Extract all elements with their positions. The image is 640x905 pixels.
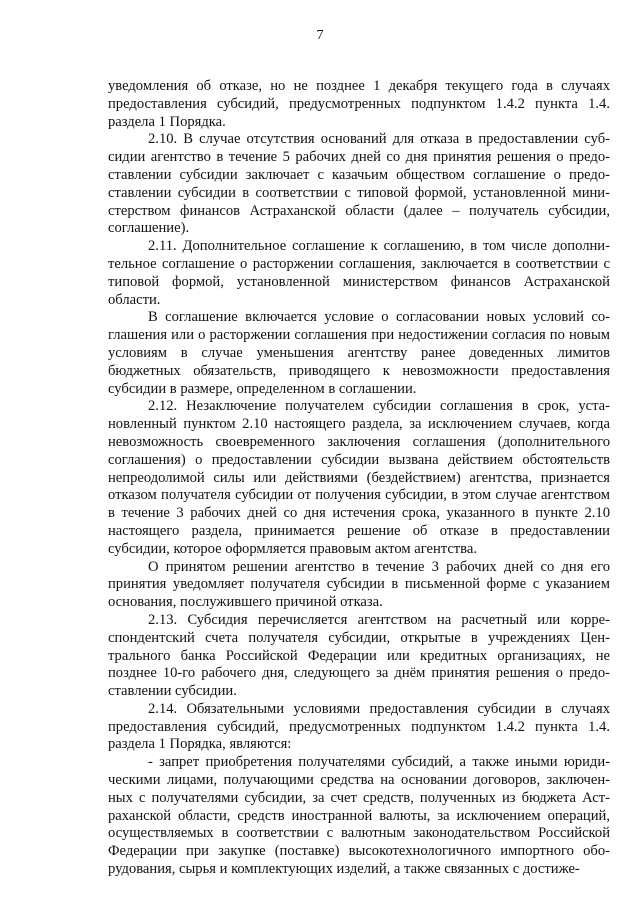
paragraph-2-14: 2.14. Обязательными условиями предоставления субсидии в случаях предоставления субсидий, предусмотренных подпунктом 1.4.2 пункта 1.4. раздела 1 Порядка, являются: <box>108 700 610 753</box>
paragraph-2-11: 2.11. Дополнительное соглашение к соглашению, в том числе дополнительное соглашение о расторжении соглашения, заключается в соответствии с типовой формой, установленной министерством финансов Астраханской области. <box>108 238 610 308</box>
paragraph-agreement-condition: В соглашение включается условие о согласовании новых условий соглашения или о расторжении соглашения при недостижении согласия по новым условиям в случае уменьшения агентству ранее доведенных лимитов бюджетных обязательств, приводящего к невозможности предоставления субсидии в размере, определенном в соглашении. <box>108 309 610 397</box>
document-body <box>108 78 610 879</box>
paragraph-continuation: уведомления об отказе, но не позднее 1 декабря текущего года в случаях предоставления субсидий, предусмотренных подпунктом 1.4.2 пункта 1.4. раздела 1 Порядка. <box>108 78 610 130</box>
paragraph-2-10: 2.10. В случае отсутствия оснований для отказа в предоставлении субсидии агентство в течение 5 рабочих дней со дня принятия решения о предоставлении субсидии заключает с казачьим обществом соглашение о предоставлении субсидии в соответствии с типовой формой, установленной министерством финансов Астраханской области (далее – получатель субсидии, соглашение). <box>108 131 610 237</box>
page-number: 7 <box>316 28 324 43</box>
paragraph-2-12: 2.12. Незаключение получателем субсидии соглашения в срок, установленный пунктом 2.10 настоящего раздела, за исключением случаев, когда невозможность своевременного заключения соглашения (дополнительного соглашения) о предоставлении субсидии вызвана действием обстоятельств непреодолимой силы или действиями (бездействием) агентства, признается отказом получателя субсидии от получения субсидии, в этом случае агентством в течение 3 рабочих дней со дня истечения срока, указанного в пункте 2.10 настоящего раздела, принимается решение об отказе в предоставлении субсидии, которое оформляется правовым актом агентства. <box>108 398 610 557</box>
paragraph-prohibition-item: - запрет приобретения получателями субсидий, а также иными юридическими лицами, получающими средства на основании договоров, заключенных с получателями субсидии, за счет средств, полученных из бюджета Астраханской области, средств иностранной валюты, за исключением операций, осуществляемых в соответствии с валютным законодательством Российской Федерации при закупке (поставке) высокотехнологичного импортного оборудования, сырья и комплектующих изделий, а также связанных с достиже- <box>108 754 610 878</box>
paragraph-refusal-notice: О принятом решении агентство в течение 3 рабочих дней со дня его принятия уведомляет получателя субсидии в письменной форме с указанием основания, послужившего причиной отказа. <box>108 558 610 611</box>
paragraph-2-13: 2.13. Субсидия перечисляется агентством на расчетный или корреспондентский счета получателя субсидии, открытые в учреждениях Центрального банка Российской Федерации или кредитных организациях, не позднее 10-го рабочего дня, следующего за днём принятия решения о предоставлении субсидии. <box>108 611 610 700</box>
